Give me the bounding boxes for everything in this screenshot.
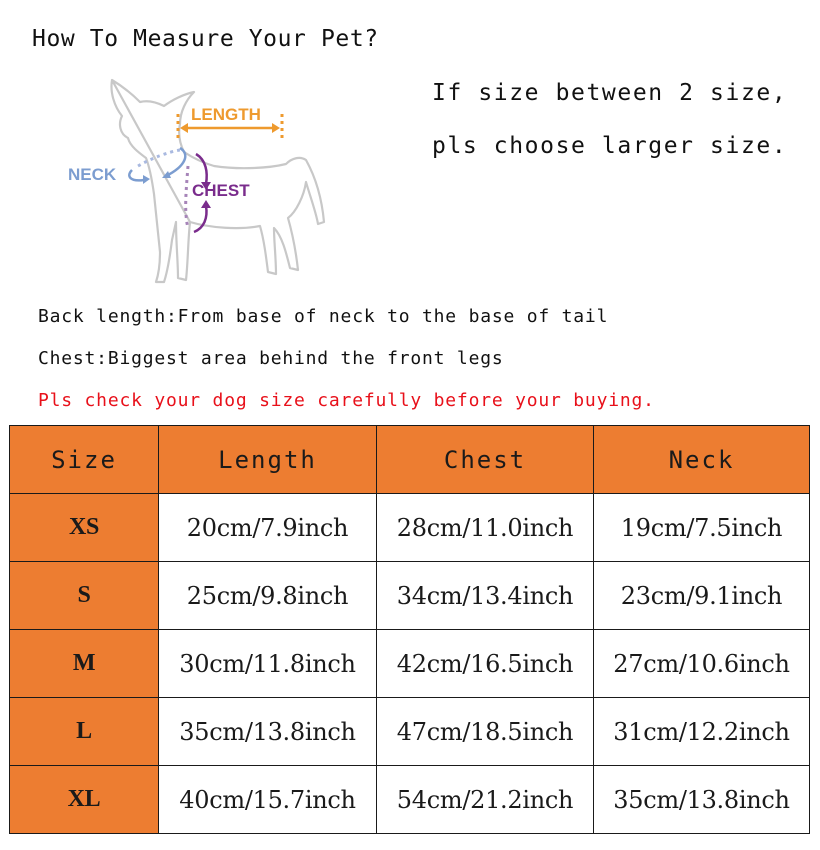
size-cell: S [10,562,159,630]
chest-label: CHEST [192,181,250,200]
length-cell: 30cm/11.8inch [159,630,377,698]
size-tip-line-1: If size between 2 size, [432,80,788,106]
dog-measurement-illustration [60,72,330,292]
warning-note: Pls check your dog size carefully before your buying. [38,390,655,411]
header-length: Length [159,426,377,494]
neck-cell: 23cm/9.1inch [594,562,810,630]
length-cell: 35cm/13.8inch [159,698,377,766]
chest-cell: 42cm/16.5inch [377,630,594,698]
neck-cell: 19cm/7.5inch [594,494,810,562]
header-neck: Neck [594,426,810,494]
size-cell: XL [10,766,159,834]
size-chart-table [9,425,810,834]
neck-marker-icon [68,148,185,184]
table-header-row [10,426,810,494]
chest-cell: 34cm/13.4inch [377,562,594,630]
neck-cell: 31cm/12.2inch [594,698,810,766]
chest-cell: 47cm/18.5inch [377,698,594,766]
neck-cell: 27cm/10.6inch [594,630,810,698]
chest-cell: 28cm/11.0inch [377,494,594,562]
table-row [10,630,810,698]
header-chest: Chest [377,426,594,494]
neck-label: NECK [68,165,117,184]
table-row [10,766,810,834]
page-title: How To Measure Your Pet? [32,26,379,52]
table-row [10,698,810,766]
length-cell: 40cm/15.7inch [159,766,377,834]
header-size: Size [10,426,159,494]
length-label: LENGTH [191,105,261,124]
chest-cell: 54cm/21.2inch [377,766,594,834]
table-row [10,562,810,630]
neck-cell: 35cm/13.8inch [594,766,810,834]
size-tip-line-2: pls choose larger size. [432,133,788,159]
length-cell: 20cm/7.9inch [159,494,377,562]
size-cell: M [10,630,159,698]
chest-note: Chest:Biggest area behind the front legs [38,348,504,369]
back-length-note: Back length:From base of neck to the base of tail [38,306,609,327]
table-row [10,494,810,562]
length-cell: 25cm/9.8inch [159,562,377,630]
size-cell: L [10,698,159,766]
size-cell: XS [10,494,159,562]
length-marker-icon [178,105,282,142]
